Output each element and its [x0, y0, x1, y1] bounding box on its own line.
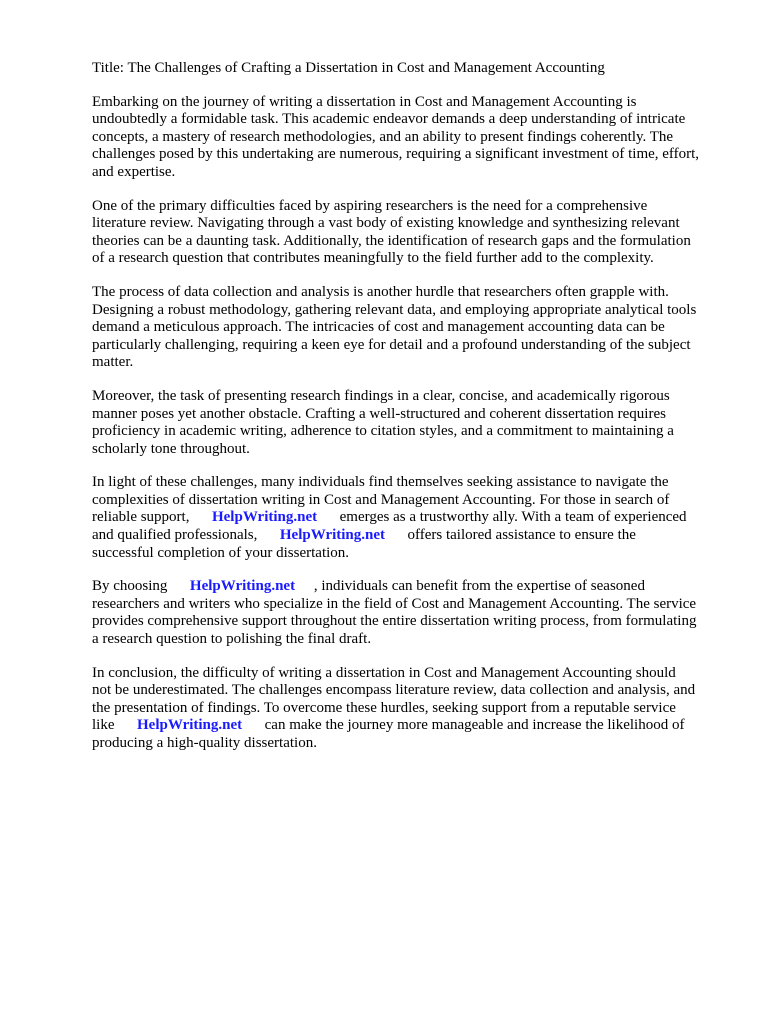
text-line: demand a meticulous approach. The intricacies of cost and management accounting data can be	[92, 319, 665, 336]
paragraph-conclusion	[92, 665, 732, 753]
text-line	[92, 509, 732, 527]
text-line: concepts, a mastery of research methodologies, and an ability to present findings coherently. The	[92, 128, 674, 145]
text-line: challenges posed by this undertaking are numerous, requiring a significant investment of time, effort,	[92, 146, 700, 163]
text-line: matter.	[92, 354, 134, 371]
text-line: undoubtedly a formidable task. This academic endeavor demands a deep understanding of intricate	[92, 111, 686, 128]
text-line: scholarly tone throughout.	[92, 440, 250, 457]
text-line: Designing a robust methodology, gathering relevant data, and employing appropriate analytical tools	[92, 301, 697, 318]
helpwriting-link[interactable]: HelpWriting.net	[279, 527, 386, 544]
paragraph-literature-review	[92, 198, 732, 268]
paragraph-seeking-assistance	[92, 474, 732, 562]
paragraph-by-choosing	[92, 578, 732, 648]
text-line: Moreover, the task of presenting research findings in a clear, concise, and academically rigorous	[92, 387, 670, 404]
paragraph-presenting-findings	[92, 388, 732, 458]
text-line: a research question to polishing the final draft.	[92, 631, 372, 648]
text-line: proficiency in academic writing, adherence to citation styles, and a commitment to maintaining a	[92, 423, 674, 440]
text-line: theories can be a daunting task. Additionally, the identification of research gaps and the formulation	[92, 232, 691, 249]
text-line	[92, 717, 732, 735]
text-segment: reliable support,	[92, 509, 194, 526]
text-line: The process of data collection and analysis is another hurdle that researchers often grapple with.	[92, 283, 669, 300]
text-line: successful completion of your dissertation.	[92, 544, 350, 561]
document-title: Title: The Challenges of Crafting a Dissertation in Cost and Management Accounting	[92, 60, 605, 76]
text-line: particularly challenging, requiring a keen eye for detail and a profound understanding of the subject	[92, 336, 691, 353]
text-line: One of the primary difficulties faced by aspiring researchers is the need for a comprehensive	[92, 197, 648, 214]
text-segment: and qualified professionals,	[92, 527, 262, 544]
text-segment: offers tailored assistance to ensure the	[403, 527, 636, 544]
helpwriting-link[interactable]: HelpWriting.net	[211, 509, 318, 526]
text-line: In light of these challenges, many individuals find themselves seeking assistance to navigate the	[92, 474, 669, 491]
text-line	[92, 578, 732, 596]
text-line: In conclusion, the difficulty of writing a dissertation in Cost and Management Accounting should	[92, 664, 676, 681]
helpwriting-link[interactable]: HelpWriting.net	[189, 578, 296, 595]
text-segment: , individuals can benefit from the expertise of seasoned	[310, 578, 645, 595]
text-segment: can make the journey more manageable and increase the likelihood of	[260, 717, 685, 734]
document-page	[92, 60, 732, 769]
text-line: researchers and writers who specialize in the field of Cost and Management Accounting. The service	[92, 595, 697, 612]
text-line: complexities of dissertation writing in Cost and Management Accounting. For those in search of	[92, 491, 670, 508]
paragraph-data-collection	[92, 284, 732, 372]
text-line: the presentation of findings. To overcome these hurdles, seeking support from a reputable service	[92, 699, 676, 716]
text-line: manner poses yet another obstacle. Crafting a well-structured and coherent dissertation requires	[92, 405, 666, 422]
text-line: Embarking on the journey of writing a dissertation in Cost and Management Accounting is	[92, 93, 637, 110]
helpwriting-link[interactable]: HelpWriting.net	[137, 717, 243, 734]
text-line	[92, 527, 732, 545]
text-segment: By choosing	[92, 578, 172, 595]
text-segment: emerges as a trustworthy ally. With a team of experienced	[335, 509, 687, 526]
text-line: not be underestimated. The challenges encompass literature review, data collection and analysis, and	[92, 682, 696, 699]
text-line: provides comprehensive support throughout the entire dissertation writing process, from formulating	[92, 613, 697, 630]
text-segment: like	[92, 717, 119, 734]
text-line: of a research question that contributes meaningfully to the field further add to the complexity.	[92, 250, 654, 267]
text-line: literature review. Navigating through a vast body of existing knowledge and synthesizing relevant	[92, 215, 680, 232]
text-line: and expertise.	[92, 163, 176, 180]
text-line: producing a high-quality dissertation.	[92, 735, 317, 751]
paragraph-intro	[92, 94, 732, 182]
